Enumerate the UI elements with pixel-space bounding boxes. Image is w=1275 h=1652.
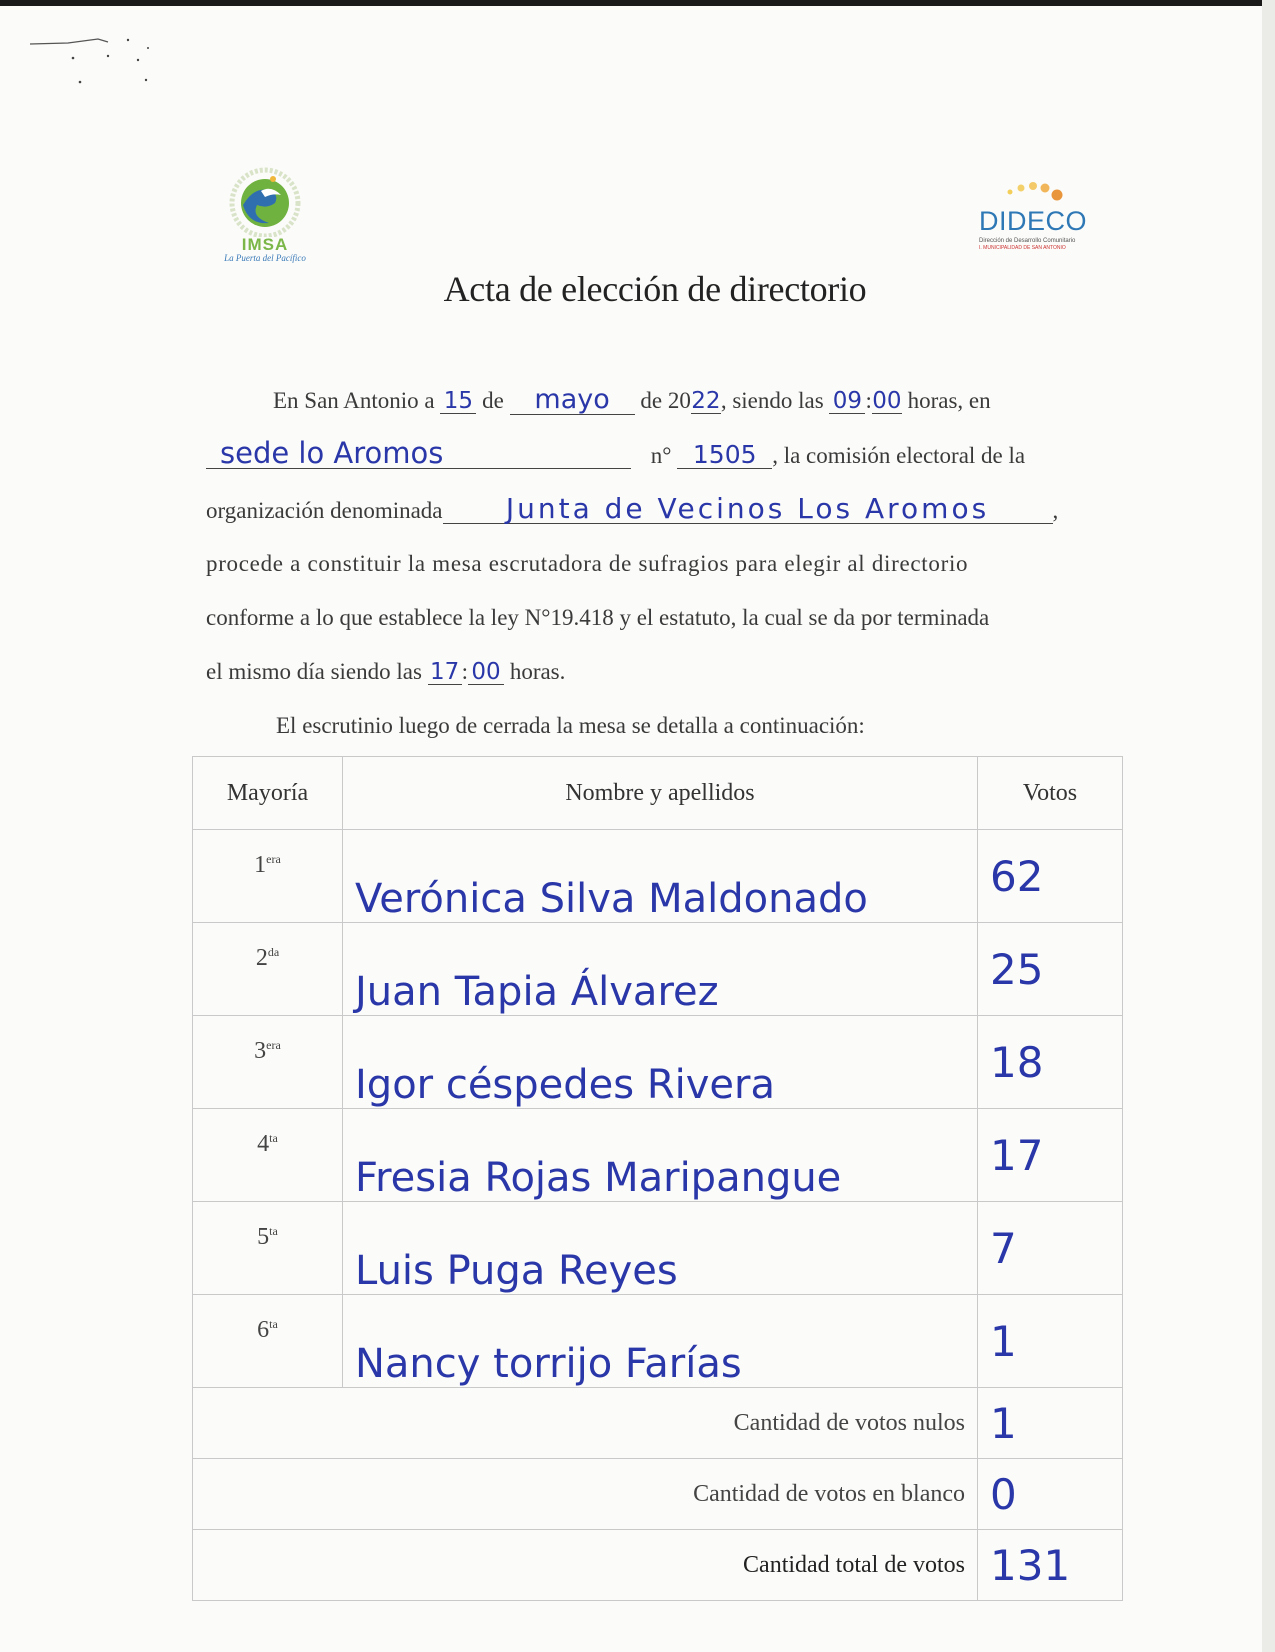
- blank-votes-value: 0: [978, 1459, 1123, 1530]
- header-votes: Votos: [978, 757, 1123, 830]
- body-line-3: [206, 494, 1058, 524]
- text-fragment: ,: [1052, 498, 1059, 523]
- text-fragment: horas.: [509, 659, 566, 684]
- candidate-votes: 7: [978, 1202, 1123, 1295]
- text-fragment: , siendo las: [720, 388, 824, 413]
- total-votes-value: 131: [978, 1530, 1123, 1601]
- text-fragment: el mismo día siendo las: [206, 659, 422, 684]
- rank-cell: $6^{ta}$: [193, 1295, 343, 1388]
- text-fragment: organización denominada: [206, 498, 443, 523]
- candidate-name: Luis Puga Reyes: [343, 1202, 978, 1295]
- start-minute-field: 00: [872, 388, 902, 414]
- body-line-6: [206, 659, 565, 685]
- table-row: [193, 1109, 1123, 1202]
- votes-table: [192, 756, 1123, 1601]
- votes-table-container: [192, 756, 1122, 1590]
- header-rank: Mayoría: [193, 757, 343, 830]
- candidate-name: Juan Tapia Álvarez: [343, 923, 978, 1016]
- scan-specks: [28, 34, 168, 94]
- header-name: Nombre y apellidos: [343, 757, 978, 830]
- summary-row-total: [193, 1530, 1123, 1601]
- rank-cell: $2^{da}$: [193, 923, 343, 1016]
- organization-field: Junta de Vecinos Los Aromos: [443, 494, 1053, 524]
- rank-cell: $4^{ta}$: [193, 1109, 343, 1202]
- start-hour-field: 09: [829, 389, 865, 414]
- candidate-votes: 25: [978, 923, 1123, 1016]
- null-votes-label: Cantidad de votos nulos: [193, 1388, 978, 1459]
- summary-row-null: [193, 1388, 1123, 1459]
- summary-row-blank: [193, 1459, 1123, 1530]
- table-row: [193, 1016, 1123, 1109]
- rank-cell: $5^{ta}$: [193, 1202, 343, 1295]
- text-fragment: de: [482, 388, 504, 413]
- text-fragment: n°: [650, 443, 672, 468]
- imsa-logo-text: IMSA: [241, 235, 289, 254]
- imsa-emblem-icon: [205, 165, 325, 237]
- candidate-name: Verónica Silva Maldonado: [343, 830, 978, 923]
- candidate-votes: 62: [978, 830, 1123, 923]
- table-row: [193, 1295, 1123, 1388]
- imsa-logo: [205, 165, 325, 270]
- text-fragment: de 20: [640, 388, 691, 413]
- text-fragment: , la comisión electoral de la: [772, 443, 1026, 468]
- candidate-name: Fresia Rojas Maripangue: [343, 1109, 978, 1202]
- scan-right-edge: [1262, 0, 1275, 1652]
- text-fragment: :: [461, 659, 469, 684]
- place-field: sede lo Aromos: [206, 438, 631, 469]
- text-fragment: En San Antonio a: [273, 388, 435, 413]
- month-field: mayo: [510, 386, 635, 415]
- rank-cell: $3^{era}$: [193, 1016, 343, 1109]
- text-fragment: :: [865, 388, 872, 413]
- dideco-municipality: I. MUNICIPALIDAD DE SAN ANTONIO: [979, 245, 1066, 251]
- candidate-name: Igor céspedes Rivera: [343, 1016, 978, 1109]
- table-row: [193, 1202, 1123, 1295]
- dideco-subtitle: Dirección de Desarrollo Comunitario: [979, 238, 1076, 244]
- table-header-row: [193, 757, 1123, 830]
- blank-votes-label: Cantidad de votos en blanco: [193, 1459, 978, 1530]
- candidate-votes: 17: [978, 1109, 1123, 1202]
- text-fragment: horas, en: [907, 388, 991, 413]
- end-minute-field: 00: [468, 660, 504, 685]
- end-hour-field: 17: [428, 660, 462, 685]
- body-line-7: El escrutinio luego de cerrada la mesa se detalla a continuación:: [276, 713, 865, 738]
- imsa-tagline: La Puerta del Pacífico: [224, 253, 306, 263]
- body-line-4: procede a constituir la mesa escrutadora de sufragios para elegir al directorio: [206, 551, 969, 576]
- address-number-field: 1505: [677, 442, 772, 469]
- dideco-logo: [975, 178, 1100, 258]
- body-line-5: conforme a lo que establece la ley N°19.418 y el estatuto, la cual se da por terminada: [206, 605, 990, 630]
- table-row: [193, 923, 1123, 1016]
- total-votes-label: Cantidad total de votos: [193, 1530, 978, 1601]
- dideco-dots-icon: [975, 178, 1095, 208]
- table-row: [193, 830, 1123, 923]
- day-field: 15: [440, 389, 476, 414]
- body-line-1: [273, 386, 991, 415]
- candidate-votes: 1: [978, 1295, 1123, 1388]
- page-title: Acta de elección de directorio: [443, 269, 867, 309]
- candidate-votes: 18: [978, 1016, 1123, 1109]
- scan-top-edge: [0, 0, 1275, 6]
- rank-cell: $1^{era}$: [193, 830, 343, 923]
- null-votes-value: 1: [978, 1388, 1123, 1459]
- body-line-2: [206, 438, 1025, 469]
- dideco-logo-text: DIDECO: [979, 206, 1088, 236]
- candidate-name: Nancy torrijo Farías: [343, 1295, 978, 1388]
- year-field: 22: [691, 388, 721, 414]
